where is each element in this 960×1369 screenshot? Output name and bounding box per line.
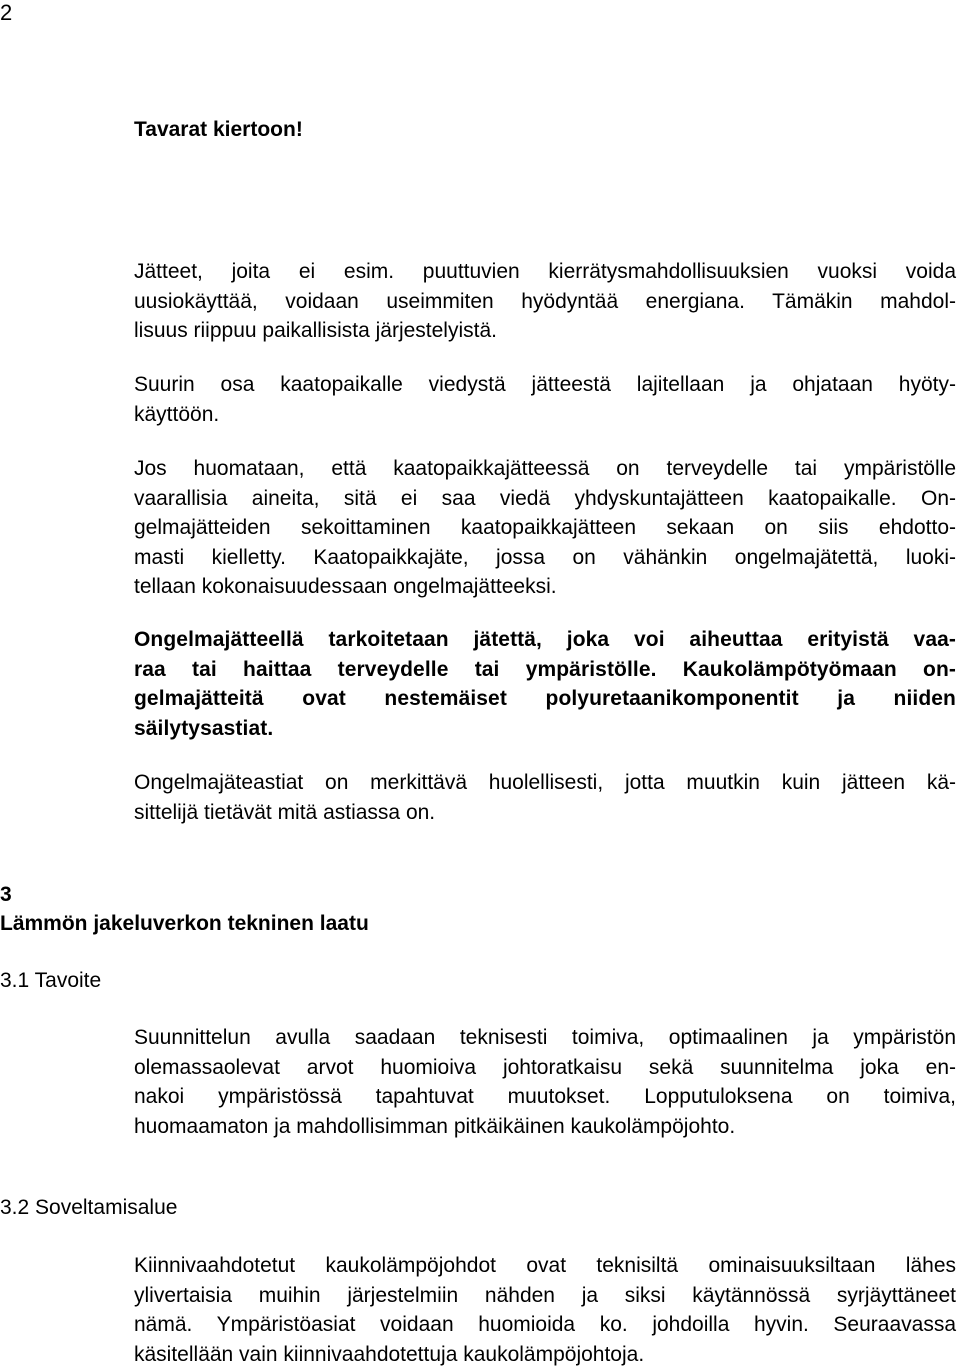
- paragraph-hazardous-substances: [134, 454, 956, 602]
- paragraph-line: Jos huomataan, että kaatopaikkajätteessä on terveydelle tai ympäristölle: [134, 454, 956, 484]
- paragraph-line: Ongelmajäteastiat on merkittävä huolellisesti, jotta muutkin kuin jätteen kä-: [134, 768, 956, 798]
- paragraph-line: sittelijä tietävät mitä astiassa on.: [134, 798, 956, 828]
- paragraph-line: nämä. Ympäristöasiat voidaan huomioida ko. johdoilla hyvin. Seuraavassa: [134, 1310, 956, 1340]
- page-title: Tavarat kiertoon!: [134, 117, 303, 143]
- paragraph-hazardous-waste-definition: [134, 625, 956, 743]
- paragraph-line: Jätteet, joita ei esim. puuttuvien kierrätysmahdollisuuksien vuoksi voida: [134, 257, 956, 287]
- paragraph-line: Suunnittelun avulla saadaan teknisesti toimiva, optimaalinen ja ympäristön: [134, 1023, 956, 1053]
- paragraph-line: gelmajätteiden sekoittaminen kaatopaikkajätteen sekaan on siis ehdotto-: [134, 513, 956, 543]
- section-title: Lämmön jakeluverkon tekninen laatu: [0, 911, 369, 937]
- paragraph-line: raa tai haittaa terveydelle tai ympäristölle. Kaukolämpötyömaan on-: [134, 655, 956, 685]
- paragraph-line: ylivertaisia muihin järjestelmiin nähden ja siksi käytännössä syrjäyttäneet: [134, 1281, 956, 1311]
- paragraph-line: lisuus riippuu paikallisista järjestelyistä.: [134, 316, 956, 346]
- page-number: 2: [0, 0, 12, 26]
- section-number: 3: [0, 882, 12, 908]
- paragraph-line: tellaan kokonaisuudessaan ongelmajätteeksi.: [134, 572, 956, 602]
- paragraph-line: huomaamaton ja mahdollisimman pitkäikäinen kaukolämpöjohto.: [134, 1112, 956, 1142]
- paragraph-line: nakoi ympäristössä tapahtuvat muutokset. Lopputuloksena on toimiva,: [134, 1082, 956, 1112]
- paragraph-landfill-sorting: [134, 370, 956, 429]
- paragraph-line: Kiinnivaahdotetut kaukolämpöjohdot ovat teknisiltä ominaisuuksiltaan lähes: [134, 1251, 956, 1281]
- paragraph-line: masti kielletty. Kaatopaikkajäte, jossa on vähänkin ongelmajätettä, luoki-: [134, 543, 956, 573]
- paragraph-line: käyttöön.: [134, 400, 956, 430]
- paragraph-line: Ongelmajätteellä tarkoitetaan jätettä, joka voi aiheuttaa erityistä vaa-: [134, 625, 956, 655]
- paragraph-line: Suurin osa kaatopaikalle viedystä jätteestä lajitellaan ja ohjataan hyöty-: [134, 370, 956, 400]
- paragraph-container-labeling: [134, 768, 956, 827]
- subsection-heading-scope: 3.2 Soveltamisalue: [0, 1195, 177, 1221]
- paragraph-line: olemassaolevat arvot huomioiva johtoratkaisu sekä suunnitelma joka en-: [134, 1053, 956, 1083]
- paragraph-goal: [134, 1023, 956, 1141]
- paragraph-line: vaarallisia aineita, sitä ei saa viedä yhdyskuntajätteen kaatopaikalle. On-: [134, 484, 956, 514]
- paragraph-line: käsitellään vain kiinnivaahdotettuja kaukolämpöjohtoja.: [134, 1340, 956, 1369]
- paragraph-line: säilytysastiat.: [134, 714, 956, 744]
- paragraph-line: gelmajätteitä ovat nestemäiset polyuretaanikomponentit ja niiden: [134, 684, 956, 714]
- subsection-heading-goal: 3.1 Tavoite: [0, 968, 101, 994]
- paragraph-line: uusiokäyttää, voidaan useimmiten hyödyntää energiana. Tämäkin mahdol-: [134, 287, 956, 317]
- paragraph-scope: [134, 1251, 956, 1369]
- paragraph-waste-reuse: [134, 257, 956, 346]
